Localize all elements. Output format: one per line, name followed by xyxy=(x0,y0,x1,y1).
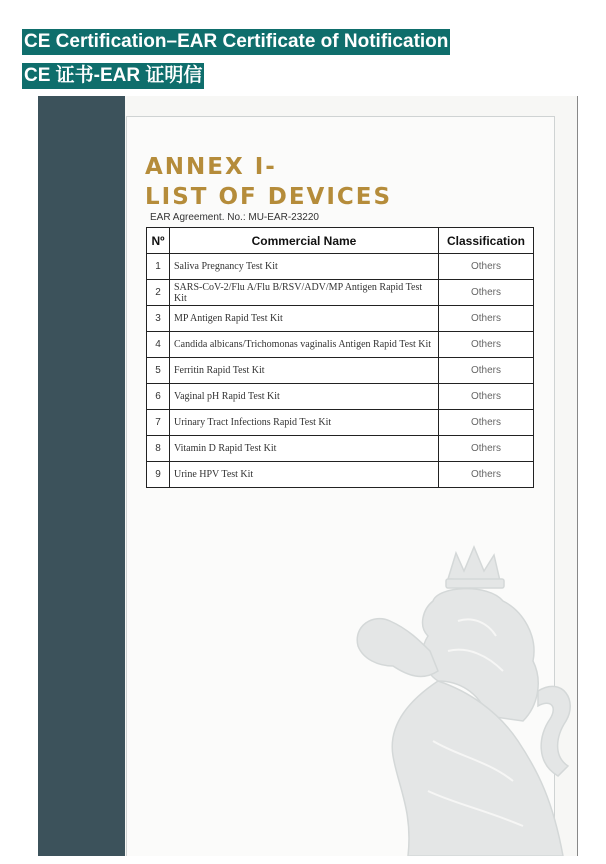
annex-heading xyxy=(145,152,392,212)
row-no: 5 xyxy=(147,358,170,384)
row-name: SARS-CoV-2/Flu A/Flu B/RSV/ADV/MP Antigen Rapid Test Kit xyxy=(170,280,439,306)
row-classification: Others xyxy=(439,462,534,488)
table-row xyxy=(147,332,534,358)
agreement-number: EAR Agreement. No.: MU-EAR-23220 xyxy=(150,212,319,223)
col-no-header: Nº xyxy=(147,228,170,254)
row-no: 9 xyxy=(147,462,170,488)
table-row xyxy=(147,436,534,462)
row-name: Vitamin D Rapid Test Kit xyxy=(170,436,439,462)
table-header-row xyxy=(147,228,534,254)
annex-line2: LIST OF DEVICES xyxy=(145,184,393,210)
row-no: 4 xyxy=(147,332,170,358)
table-row xyxy=(147,358,534,384)
row-name: Candida albicans/Trichomonas vaginalis Antigen Rapid Test Kit xyxy=(170,332,439,358)
row-classification: Others xyxy=(439,410,534,436)
table-row xyxy=(147,410,534,436)
table-row xyxy=(147,384,534,410)
table-row xyxy=(147,254,534,280)
certificate-page xyxy=(38,96,578,856)
lion-watermark-icon xyxy=(338,541,578,856)
col-name-header: Commercial Name xyxy=(170,228,439,254)
row-name: Vaginal pH Rapid Test Kit xyxy=(170,384,439,410)
row-name: Saliva Pregnancy Test Kit xyxy=(170,254,439,280)
row-no: 6 xyxy=(147,384,170,410)
col-classification-header: Classification xyxy=(439,228,534,254)
row-classification: Others xyxy=(439,280,534,306)
table-row xyxy=(147,306,534,332)
row-name: Urinary Tract Infections Rapid Test Kit xyxy=(170,410,439,436)
table-row xyxy=(147,462,534,488)
row-no: 1 xyxy=(147,254,170,280)
row-no: 7 xyxy=(147,410,170,436)
header-title-cn: CE 证书-EAR 证明信 xyxy=(22,63,204,89)
row-no: 8 xyxy=(147,436,170,462)
row-classification: Others xyxy=(439,306,534,332)
table-row xyxy=(147,280,534,306)
row-no: 2 xyxy=(147,280,170,306)
row-classification: Others xyxy=(439,436,534,462)
row-classification: Others xyxy=(439,332,534,358)
sidebar-band xyxy=(38,96,125,856)
row-name: Ferritin Rapid Test Kit xyxy=(170,358,439,384)
header-title-en: CE Certification–EAR Certificate of Notification xyxy=(22,29,450,55)
row-no: 3 xyxy=(147,306,170,332)
row-name: MP Antigen Rapid Test Kit xyxy=(170,306,439,332)
row-classification: Others xyxy=(439,358,534,384)
annex-line1: ANNEX I- xyxy=(145,154,277,180)
row-name: Urine HPV Test Kit xyxy=(170,462,439,488)
row-classification: Others xyxy=(439,254,534,280)
row-classification: Others xyxy=(439,384,534,410)
devices-table xyxy=(146,227,534,488)
